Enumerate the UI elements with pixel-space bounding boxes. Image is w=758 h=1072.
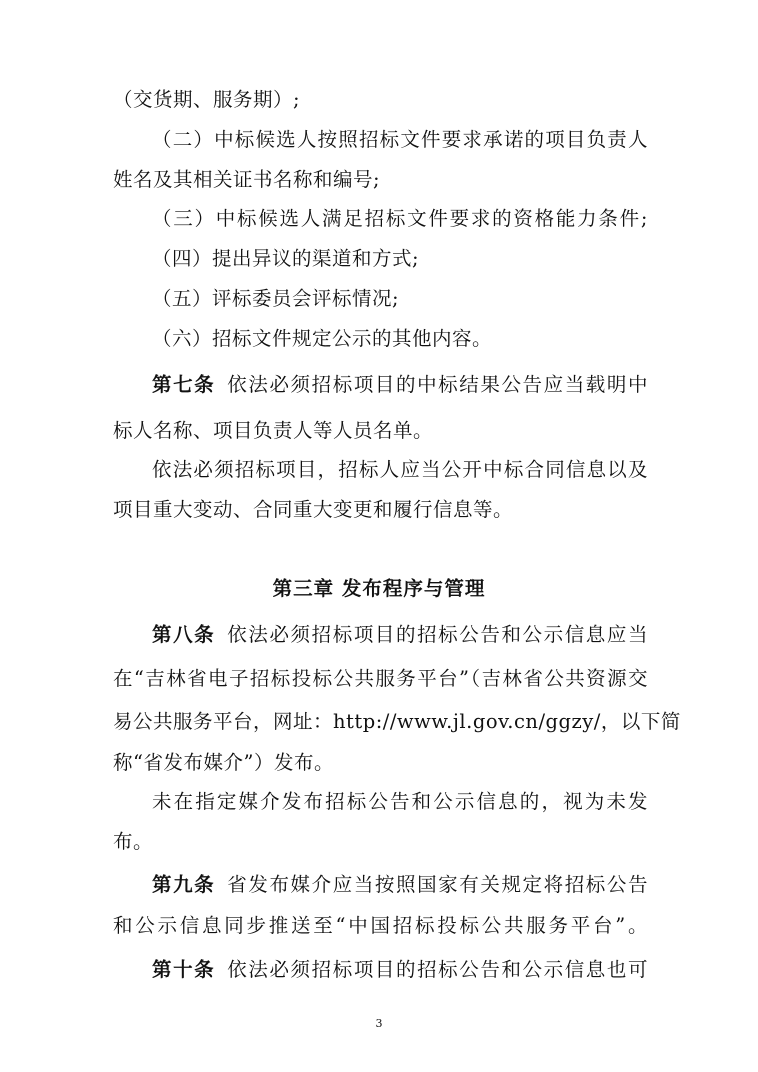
text-line: （二）中标候选人按照招标文件要求承诺的项目负责人 <box>152 128 648 151</box>
article-9-line <box>152 871 648 898</box>
text-line: （三）中标候选人满足招标文件要求的资格能力条件; <box>152 207 648 230</box>
article-9-title: 第九条 <box>152 873 216 896</box>
text-line: （五）评标委员会评标情况; <box>152 287 400 310</box>
article-7-title: 第七条 <box>152 373 216 396</box>
page-number: 3 <box>375 1017 383 1030</box>
text-line: 依法必须招标项目，招标人应当公开中标合同信息以及 <box>152 458 648 481</box>
article-8-line <box>152 621 648 648</box>
text-span: 依法必须招标项目的招标公告和公示信息应当 <box>227 623 648 646</box>
article-7-line <box>152 371 648 398</box>
chapter-heading: 第三章 发布程序与管理 <box>272 577 486 600</box>
text-line: 布。 <box>113 830 154 853</box>
text-line: 未在指定媒介发布招标公告和公示信息的，视为未发 <box>152 790 648 813</box>
text-line: 姓名及其相关证书名称和编号; <box>113 168 381 191</box>
text-line: 称“省发布媒介”）发布。 <box>113 751 334 774</box>
article-8-title: 第八条 <box>152 623 216 646</box>
text-line: 项目重大变动、合同重大变更和履行信息等。 <box>113 498 514 521</box>
text-line: 易公共服务平台，网址：http://www.jl.gov.cn/ggzy/，以下简 <box>113 710 681 733</box>
text-line: 标人名称、项目负责人等人员名单。 <box>113 419 434 442</box>
text-span: 依法必须招标项目的招标公告和公示信息也可 <box>227 958 648 981</box>
text-span: 省发布媒介应当按照国家有关规定将招标公告 <box>227 873 648 896</box>
text-line: （四）提出异议的渠道和方式; <box>152 247 420 270</box>
text-line: 在“吉林省电子招标投标公共服务平台”（吉林省公共资源交 <box>113 667 648 690</box>
text-line: （交货期、服务期）; <box>113 88 301 111</box>
text-span: 依法必须招标项目的中标结果公告应当载明中 <box>227 373 648 396</box>
article-10-line <box>152 956 648 983</box>
text-line: 和公示信息同步推送至“中国招标投标公共服务平台”。 <box>113 914 648 937</box>
text-line: （六）招标文件规定公示的其他内容。 <box>152 327 493 350</box>
article-10-title: 第十条 <box>152 958 216 981</box>
